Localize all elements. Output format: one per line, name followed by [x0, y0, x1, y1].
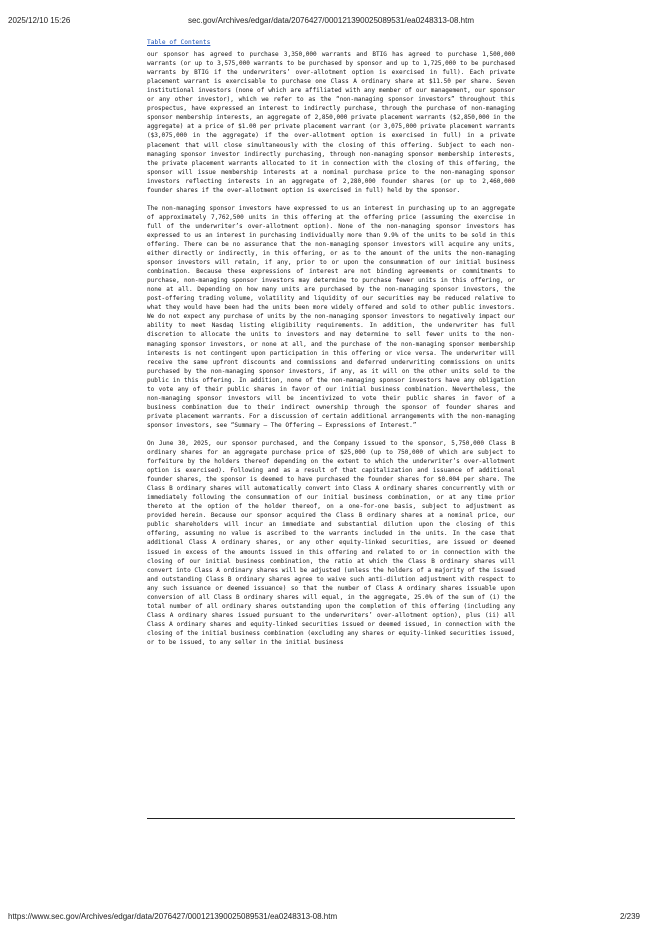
- page-divider: [147, 818, 515, 819]
- document-body: [147, 38, 515, 656]
- print-page-title: sec.gov/Archives/edgar/data/2076427/000121390025089531/ea0248313-08.htm: [187, 16, 474, 25]
- table-of-contents-link[interactable]: Table of Contents: [147, 39, 211, 46]
- print-url: https://www.sec.gov/Archives/edgar/data/2076427/000121390025089531/ea0248313-08.htm: [8, 912, 338, 921]
- paragraph-private-placement: our sponsor has agreed to purchase 3,350,000 warrants and BTIG has agreed to purchase 1,500,000 warrants (or up to 3,575,000 warrants to be purchased by sponsor and up to 1,725,000 to be purchased warrants by BTIG if the underwriters’ over-allotment option is exercised in full). Each private placement warrant is exercisable to purchase one Class A ordinary share at $11.50 per share. Seven institutional investors (none of which are affiliated with any member of our management, our sponsor or any other investor), which we refer to as the “non-managing sponsor investors” throughout this prospectus, have expressed an interest to indirectly purchase, through the purchase of non-managing sponsor membership interests, an aggregate of 2,850,000 private placement warrants ($2,850,000 in the aggregate) at a price of $1.00 per private placement warrant (or 3,075,000 private placement warrants ($3,075,000 in the aggregate) if the over-allotment option is exercised in full) in a private placement that will close simultaneously with the closing of this offering. Subject to each non-managing sponsor investor indirectly purchasing, through non-managing sponsor membership interests, the private placement warrants allocated to it in connection with the closing of this offering, the sponsor will issue membership interests at a nominal purchase price to the non-managing sponsor investors reflecting interests in an aggregate of 2,280,000 founder shares (or up to 2,460,000 founder shares if the over-allotment option is exercised in full) held by the sponsor.: [147, 51, 515, 194]
- print-page-count: 2/239: [619, 912, 640, 921]
- print-datetime: 2025/12/10 15:26: [8, 16, 71, 25]
- paragraph-founder-shares: On June 30, 2025, our sponsor purchased, and the Company issued to the sponsor, 5,750,000 Class B ordinary shares for an aggregate purchase price of $25,000 (up to 750,000 of which are subject to forfeiture by the holders thereof depending on the extent to which the underwriter’s over-allotment option is exercised). Following and as a result of that capitalization and issuance of additional founder shares, the sponsor is deemed to have purchased the founder shares for $0.004 per share. The Class B ordinary shares will automatically convert into Class A ordinary shares concurrently with or immediately following the consummation of our initial business combination, or at any time prior thereto at the option of the holder thereof, on a one-for-one basis, subject to adjustment as provided herein. Because our sponsor acquired the Class B ordinary shares at a nominal price, our public shareholders will incur an immediate and substantial dilution upon the closing of this offering, assuming no value is ascribed to the warrants included in the units. In the case that additional Class A ordinary shares, or any other equity-linked securities, are issued or deemed issued in excess of the amounts issued in this offering and related to or in connection with the closing of our initial business combination, the ratio at which the Class B ordinary shares will convert into Class A ordinary shares will be adjusted (unless the holders of a majority of the issued and outstanding Class B ordinary shares agree to waive such anti-dilution adjustment with respect to any such issuance or deemed issuance) so that the number of Class A ordinary shares issuable upon conversion of all Class B ordinary shares will equal, in the aggregate, 25.0% of the sum of (i) the total number of all ordinary shares outstanding upon the completion of this offering (including any Class A ordinary shares issued pursuant to the underwriters’ over-allotment option), plus (ii) all Class A ordinary shares and equity-linked securities issued or deemed issued, in connection with the closing of the initial business combination (excluding any shares or equity-linked securities issued, or to be issued, to any seller in the initial business: [147, 439, 515, 646]
- paragraph-expressions-of-interest: The non-managing sponsor investors have expressed to us an interest in purchasing up to an aggregate of approximately 7,762,500 units in this offering at the offering price (assuming the exercise in full of the underwriter’s over-allotment option). None of the non-managing sponsor investors has expressed to us an interest in purchasing individually more than 9.9% of the units to be sold in this offering. There can be no assurance that the non-managing sponsor investors will acquire any units, either directly or indirectly, in this offering, or as to the amount of the units the non-managing sponsor investors will retain, if any, prior to or upon the consummation of our initial business combination. Because these expressions of interest are not binding agreements or commitments to purchase, non-managing sponsor investors may determine to purchase fewer units in this offering, or none at all. Depending on how many units are purchased by the non-managing sponsor investors, the post-offering trading volume, volatility and liquidity of our securities may be reduced relative to what they would have been had the units been more widely offered and sold to other public investors. We do not expect any purchase of units by the non-managing sponsor investors to negatively impact our ability to meet Nasdaq listing eligibility requirements. In addition, the underwriter has full discretion to allocate the units to investors and may determine to sell fewer units to the non-managing sponsor investors, or none at all, and the purchase of the non-managing sponsor membership interests is not contingent upon participation in this offering or vice versa. The underwriter will receive the same upfront discounts and commissions and deferred underwriting commissions on units purchased by the non-managing sponsor investors, if any, as it will on the other units sold to the public in this offering. In addition, none of the non-managing sponsor investors have any obligation to vote any of their public shares in favor of our initial business combination. Nevertheless, the non-managing sponsor investors will be incentivized to vote their public shares in favor of a business combination due to their indirect ownership through the sponsor of founder shares and private placement warrants. For a discussion of certain additional arrangements with the non-managing sponsor investors, see “Summary — The Offering — Expressions of Interest.”: [147, 204, 515, 429]
